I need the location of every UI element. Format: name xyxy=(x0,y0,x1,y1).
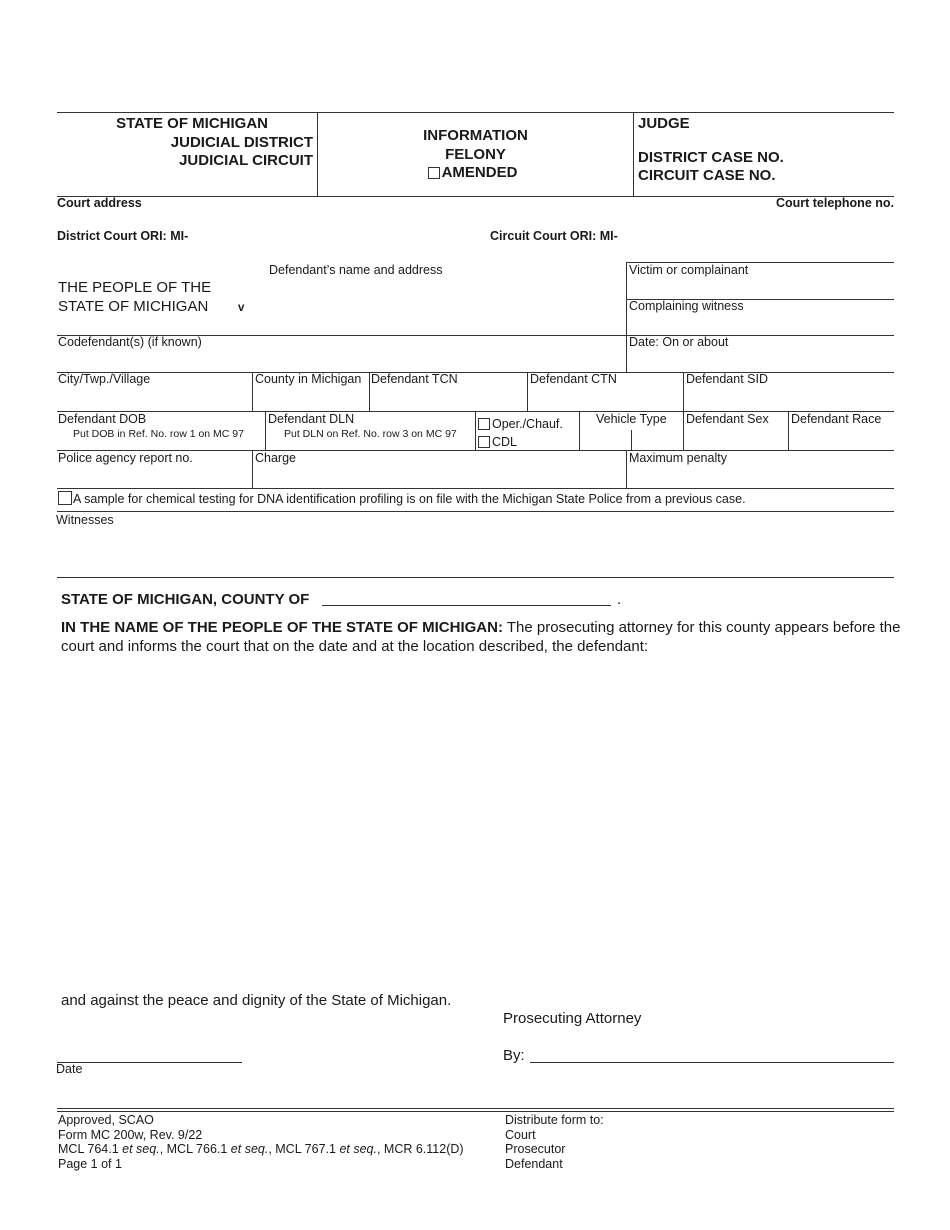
divider xyxy=(527,372,528,411)
codefendants-label: Codefendant(s) (if known) xyxy=(58,335,202,349)
header-divider xyxy=(633,112,634,196)
dln-note: Put DLN on Ref. No. row 3 on MC 97 xyxy=(284,428,457,440)
distribute-label: Distribute form to: xyxy=(505,1113,604,1127)
et-seq: et seq. xyxy=(122,1142,160,1157)
distribute-court: Court xyxy=(505,1127,536,1142)
title-felony: FELONY xyxy=(445,145,506,163)
distribution-list xyxy=(505,1113,604,1172)
versus-label: v xyxy=(238,302,245,314)
divider xyxy=(683,372,684,411)
amended-checkbox[interactable] xyxy=(428,167,440,179)
license-type xyxy=(478,415,563,451)
oper-chauf-option xyxy=(478,415,563,433)
court-address-label: Court address xyxy=(57,196,142,210)
people-caption xyxy=(58,278,211,316)
document-title xyxy=(318,127,633,183)
by-label: By: xyxy=(503,1047,525,1064)
form-info xyxy=(58,1113,464,1172)
distribute-defendant: Defendant xyxy=(505,1157,563,1172)
defendant-dob-label: Defendant DOB xyxy=(58,412,147,426)
district-ori-label: District Court ORI: MI- xyxy=(57,229,189,243)
defendant-dln-label: Defendant DLN xyxy=(268,412,355,426)
county-label: County in Michigan xyxy=(255,372,362,386)
amended-row xyxy=(318,164,633,183)
rule xyxy=(57,511,894,512)
complaining-witness-label: Complaining witness xyxy=(629,299,744,313)
et-seq: et seq. xyxy=(230,1142,269,1157)
rule xyxy=(57,577,894,578)
district-case-label: DISTRICT CASE NO. xyxy=(638,149,784,166)
title-information: INFORMATION xyxy=(423,127,528,144)
mcl-ref: MCL 764.1 xyxy=(58,1142,123,1157)
judicial-district: JUDICIAL DISTRICT xyxy=(170,133,313,151)
defendant-sid-label: Defendant SID xyxy=(686,372,768,386)
dob-note: Put DOB in Ref. No. row 1 on MC 97 xyxy=(73,428,244,440)
oper-chauf-checkbox[interactable] xyxy=(478,418,490,430)
distribute-prosecutor: Prosecutor xyxy=(505,1142,566,1157)
judge-label: JUDGE xyxy=(638,115,690,132)
dna-checkbox[interactable] xyxy=(58,491,72,505)
defendant-sex-label: Defendant Sex xyxy=(686,412,769,426)
court-telephone-label: Court telephone no. xyxy=(775,196,894,210)
state-heading: STATE OF MICHIGAN xyxy=(116,115,268,132)
approved-label: Approved, SCAO xyxy=(58,1113,154,1127)
mcl-ref: , MCL 767.1 xyxy=(268,1142,340,1157)
peace-dignity-line: and against the peace and dignity of the State of Michigan. xyxy=(61,992,452,1009)
divider xyxy=(252,450,253,488)
cdl-checkbox[interactable] xyxy=(478,436,490,448)
divider xyxy=(631,430,632,450)
rule xyxy=(57,488,894,489)
divider xyxy=(265,411,266,450)
mcl-ref: , MCL 766.1 xyxy=(159,1142,231,1157)
divider xyxy=(252,372,253,411)
cdl-label: CDL xyxy=(492,435,518,449)
footer-rule xyxy=(57,1108,894,1109)
offense-date-label: Date: On or about xyxy=(629,335,729,349)
information-statement-text: The prosecuting attorney for this county appears before the court and informs the court that on the date and at the location described, the defendant: xyxy=(61,619,901,655)
divider xyxy=(788,411,789,450)
form-number: Form MC 200w, Rev. 9/22 xyxy=(58,1127,203,1142)
defendant-tcn-label: Defendant TCN xyxy=(371,372,458,386)
information-statement xyxy=(61,619,901,656)
information-statement-bold: IN THE NAME OF THE PEOPLE OF THE STATE OF MICHIGAN: xyxy=(61,619,503,636)
header-top-rule xyxy=(57,112,894,113)
dna-statement xyxy=(58,491,746,506)
date-line[interactable] xyxy=(57,1062,242,1063)
defendant-ctn-label: Defendant CTN xyxy=(530,372,617,386)
signature-line[interactable] xyxy=(530,1062,894,1063)
divider xyxy=(626,262,627,372)
circuit-ori-label: Circuit Court ORI: MI- xyxy=(490,229,618,243)
divider xyxy=(626,450,627,488)
rule xyxy=(57,372,894,373)
judicial-circuit: JUDICIAL CIRCUIT xyxy=(179,152,313,169)
divider xyxy=(579,411,580,450)
victim-label: Victim or complainant xyxy=(629,263,749,277)
court-header xyxy=(63,115,313,171)
maximum-penalty-label: Maximum penalty xyxy=(629,451,727,465)
statutory-references xyxy=(58,1142,464,1157)
page-number: Page 1 of 1 xyxy=(58,1157,122,1172)
footer-rule xyxy=(57,1111,894,1112)
county-input-line[interactable] xyxy=(322,605,611,606)
city-label: City/Twp./Village xyxy=(58,372,151,386)
defendant-race-label: Defendant Race xyxy=(791,412,882,426)
county-line-label: STATE OF MICHIGAN, COUNTY OF xyxy=(61,591,310,608)
case-info xyxy=(638,115,784,185)
mcr-ref: , MCR 6.112(D) xyxy=(376,1142,464,1157)
oper-chauf-label: Oper./Chauf. xyxy=(492,417,563,431)
divider xyxy=(369,372,370,411)
date-label: Date xyxy=(56,1062,83,1076)
prosecuting-attorney-label: Prosecuting Attorney xyxy=(503,1010,642,1027)
divider xyxy=(683,411,684,450)
header-bottom-rule xyxy=(57,196,894,197)
cdl-option xyxy=(478,433,563,451)
witnesses-label: Witnesses xyxy=(56,513,114,527)
circuit-case-label: CIRCUIT CASE NO. xyxy=(638,167,776,184)
county-line-period: . xyxy=(617,591,622,608)
police-report-label: Police agency report no. xyxy=(58,451,193,465)
amended-label: AMENDED xyxy=(441,164,518,181)
people-line-2: STATE OF MICHIGAN xyxy=(58,298,209,315)
dna-statement-text: A sample for chemical testing for DNA identification profiling is on file with the Michigan State Police from a previous case. xyxy=(73,492,746,506)
vehicle-type-label: Vehicle Type xyxy=(596,412,667,426)
et-seq: et seq. xyxy=(339,1142,377,1157)
people-line-1: THE PEOPLE OF THE xyxy=(58,279,212,296)
divider xyxy=(475,411,476,450)
defendant-name-label: Defendant’s name and address xyxy=(269,263,443,277)
charge-label: Charge xyxy=(255,451,296,465)
